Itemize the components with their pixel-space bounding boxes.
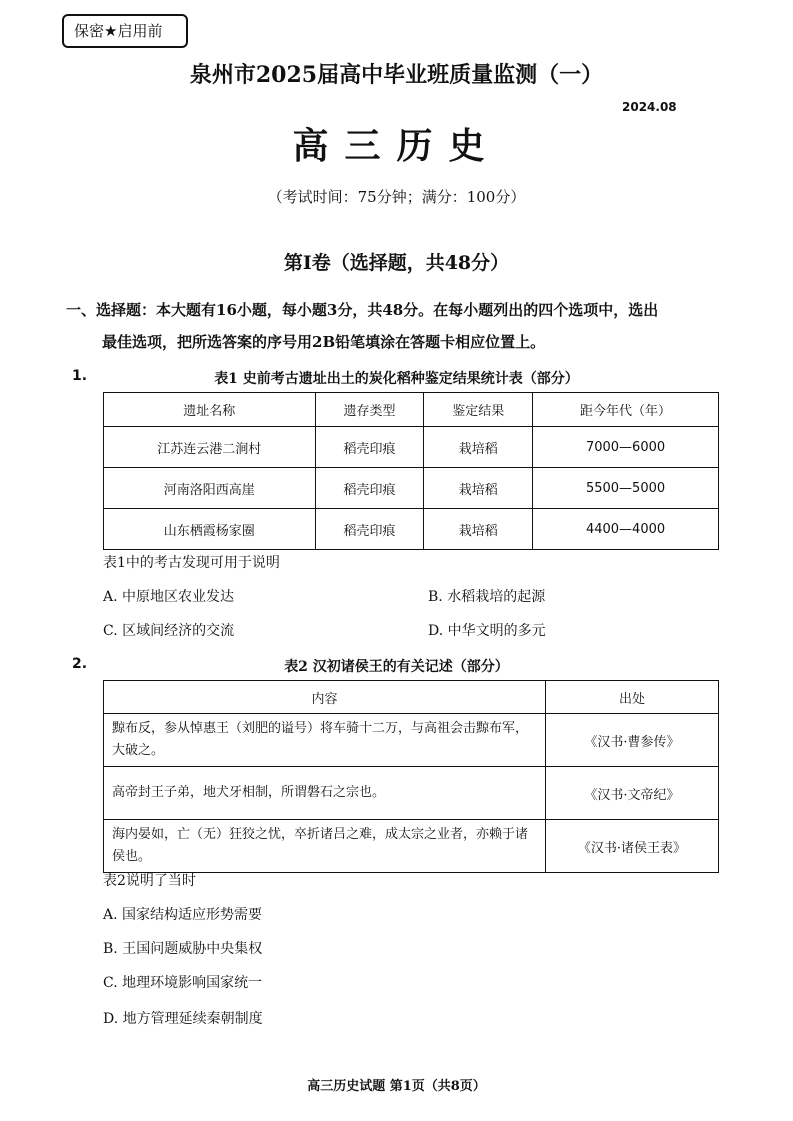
exam-title: 泉州市2025届高中毕业班质量监测（一） <box>189 62 604 88</box>
q1-option-b: B. 水稻栽培的起源 <box>428 589 546 605</box>
instructions-line-2: 最佳选项，把所选答案的序号用2B铅笔填涂在答题卡相应位置上。 <box>102 333 546 351</box>
question-2-number: 2. <box>72 656 88 672</box>
table-header-cell: 出处 <box>546 681 719 714</box>
table-row <box>104 468 719 509</box>
table-row <box>104 820 719 873</box>
table-cell: 4400—4000 <box>533 509 719 550</box>
table-cell: 稻壳印痕 <box>315 468 424 509</box>
table-cell: 河南洛阳西高崖 <box>104 468 316 509</box>
q2-option-c: C. 地理环境影响国家统一 <box>103 975 263 991</box>
exam-date: 2024.08 <box>622 100 677 114</box>
table-cell: 7000—6000 <box>533 427 719 468</box>
table-header-row <box>104 681 719 714</box>
table-cell: 黥布反，参从悼惠王（刘肥的谥号）将车骑十二万，与高祖会击黥布军，大破之。 <box>104 714 546 767</box>
table-cell: 稻壳印痕 <box>315 509 424 550</box>
table-row <box>104 509 719 550</box>
q1-option-a: A. 中原地区农业发达 <box>103 589 235 605</box>
table-cell: 稻壳印痕 <box>315 427 424 468</box>
exam-info: （考试时间：75分钟；满分：100分） <box>267 188 526 206</box>
section-title: 第Ⅰ卷（选择题，共48分） <box>283 252 510 274</box>
table-cell: 《汉书·文帝纪》 <box>546 767 719 820</box>
table-1-caption: 表1 史前考古遗址出土的炭化稻种鉴定结果统计表（部分） <box>214 371 579 387</box>
table-cell: 栽培稻 <box>424 427 533 468</box>
table-cell: 山东栖霞杨家圈 <box>104 509 316 550</box>
question-2-stem: 表2说明了当时 <box>103 873 196 889</box>
q2-option-a: A. 国家结构适应形势需要 <box>103 907 263 923</box>
q2-option-d: D. 地方管理延续秦朝制度 <box>103 1011 263 1027</box>
table-cell: 海内晏如，亡（无）狂狡之忧，卒折诸吕之难，成太宗之业者，亦赖于诸侯也。 <box>104 820 546 873</box>
page-footer: 高三历史试题 第1页（共8页） <box>307 1079 486 1094</box>
table-2-caption: 表2 汉初诸侯王的有关记述（部分） <box>284 659 509 675</box>
q2-option-b: B. 王国问题威胁中央集权 <box>103 941 263 957</box>
table-1 <box>103 392 719 550</box>
instructions <box>66 294 726 358</box>
question-1-number: 1. <box>72 368 88 384</box>
subject-title: 高三历史 <box>292 125 501 167</box>
table-header-cell: 内容 <box>104 681 546 714</box>
table-cell: 江苏连云港二涧村 <box>104 427 316 468</box>
table-row <box>104 714 719 767</box>
table-cell: 栽培稻 <box>424 509 533 550</box>
table-cell: 《汉书·诸侯王表》 <box>546 820 719 873</box>
table-cell: 栽培稻 <box>424 468 533 509</box>
table-row <box>104 427 719 468</box>
table-header-cell: 距今年代（年） <box>533 393 719 427</box>
instructions-line-1: 一、选择题：本大题有16小题，每小题3分，共48分。在每小题列出的四个选项中，选出 <box>66 301 659 319</box>
table-cell: 5500—5000 <box>533 468 719 509</box>
table-cell: 《汉书·曹参传》 <box>546 714 719 767</box>
table-cell: 高帝封王子弟，地犬牙相制，所谓磐石之宗也。 <box>104 767 546 820</box>
question-1-stem: 表1中的考古发现可用于说明 <box>103 555 280 571</box>
table-header-cell: 遗址名称 <box>104 393 316 427</box>
q1-option-c: C. 区域间经济的交流 <box>103 623 235 639</box>
table-header-cell: 鉴定结果 <box>424 393 533 427</box>
table-header-cell: 遗存类型 <box>315 393 424 427</box>
table-row <box>104 767 719 820</box>
table-2 <box>103 680 719 873</box>
table-header-row <box>104 393 719 427</box>
q1-option-d: D. 中华文明的多元 <box>428 623 546 639</box>
confidential-stamp: 保密★启用前 <box>62 14 188 48</box>
